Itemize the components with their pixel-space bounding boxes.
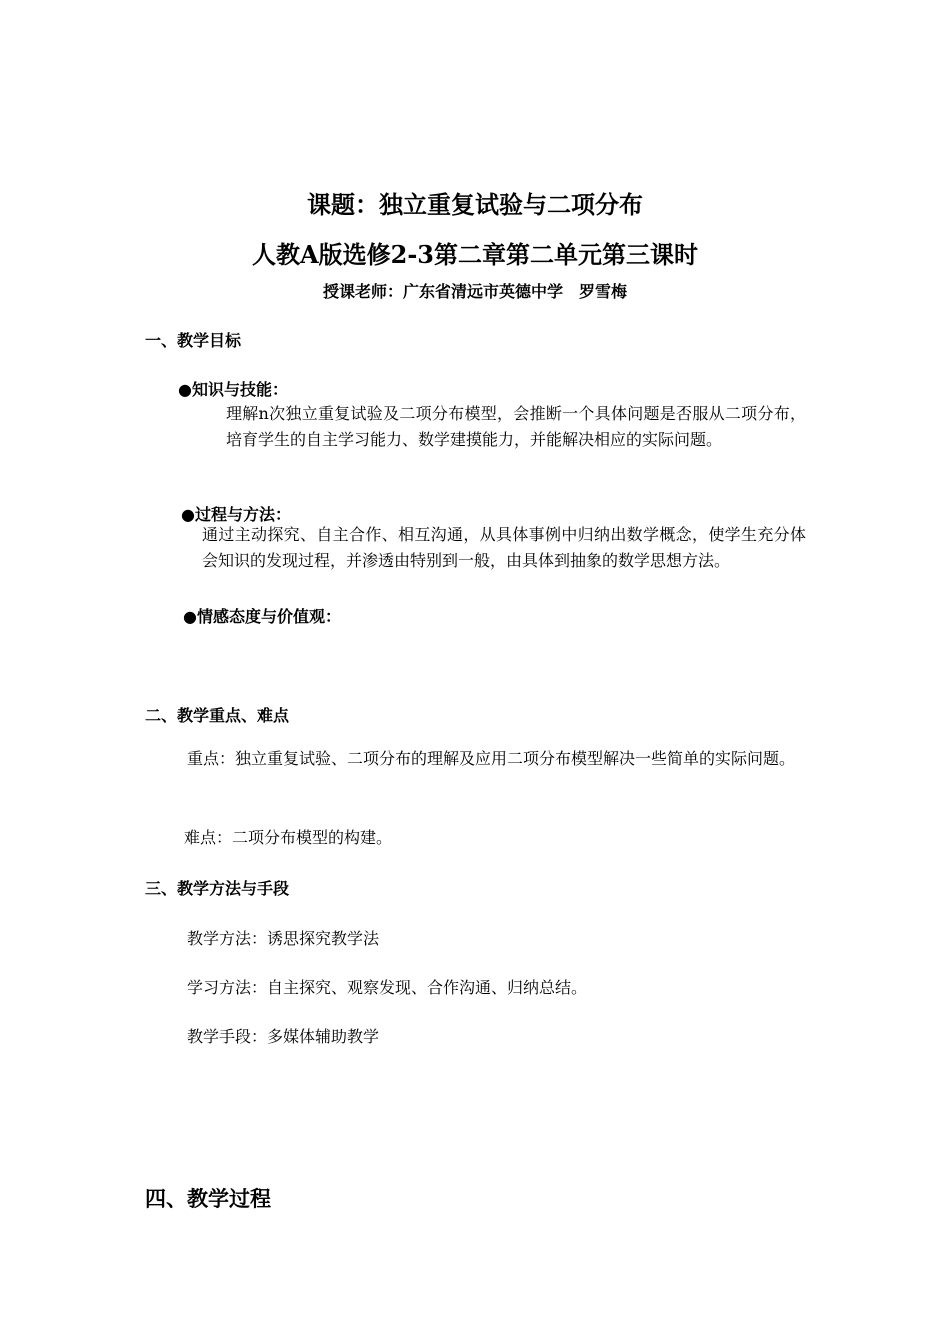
teacher-line: 授课老师：广东省清远市英德中学 罗雪梅 <box>322 282 627 301</box>
process-methods-label: ●过程与方法： <box>181 505 291 524</box>
section-heading-methods: 三、教学方法与手段 <box>145 879 290 898</box>
knowledge-skills-label: ●知识与技能： <box>178 380 288 399</box>
teaching-means-text: 教学手段：多媒体辅助教学 <box>187 1027 380 1046</box>
document-subtitle: 人教A版选修2-3第二章第二单元第三课时 <box>252 240 698 269</box>
section-heading-key-points: 二、教学重点、难点 <box>145 706 290 725</box>
teaching-method-text: 教学方法：诱思探究教学法 <box>187 929 380 948</box>
key-point-text: 重点：独立重复试验、二项分布的理解及应用二项分布模型解决一些简单的实际问题。 <box>187 749 796 768</box>
difficulty-text: 难点：二项分布模型的构建。 <box>184 828 393 847</box>
document-title: 课题：独立重复试验与二项分布 <box>307 190 643 219</box>
knowledge-skills-text: 理解n次独立重复试验及二项分布模型，会推断一个具体问题是否服从二项分布，培育学生的自主学习能力、数学建摸能力，并能解决相应的实际问题。 <box>226 404 806 449</box>
section-heading-objectives: 一、教学目标 <box>145 331 242 350</box>
section-heading-process: 四、教学过程 <box>145 1186 271 1211</box>
emotion-values-label: ●情感态度与价值观： <box>183 607 341 626</box>
learning-method-text: 学习方法：自主探究、观察发现、合作沟通、归纳总结。 <box>187 978 588 997</box>
process-methods-text: 通过主动探究、自主合作、相互沟通，从具体事例中归纳出数学概念，使学生充分体会知识的发现过程，并渗透由特别到一般，由具体到抽象的数学思想方法。 <box>202 525 806 570</box>
